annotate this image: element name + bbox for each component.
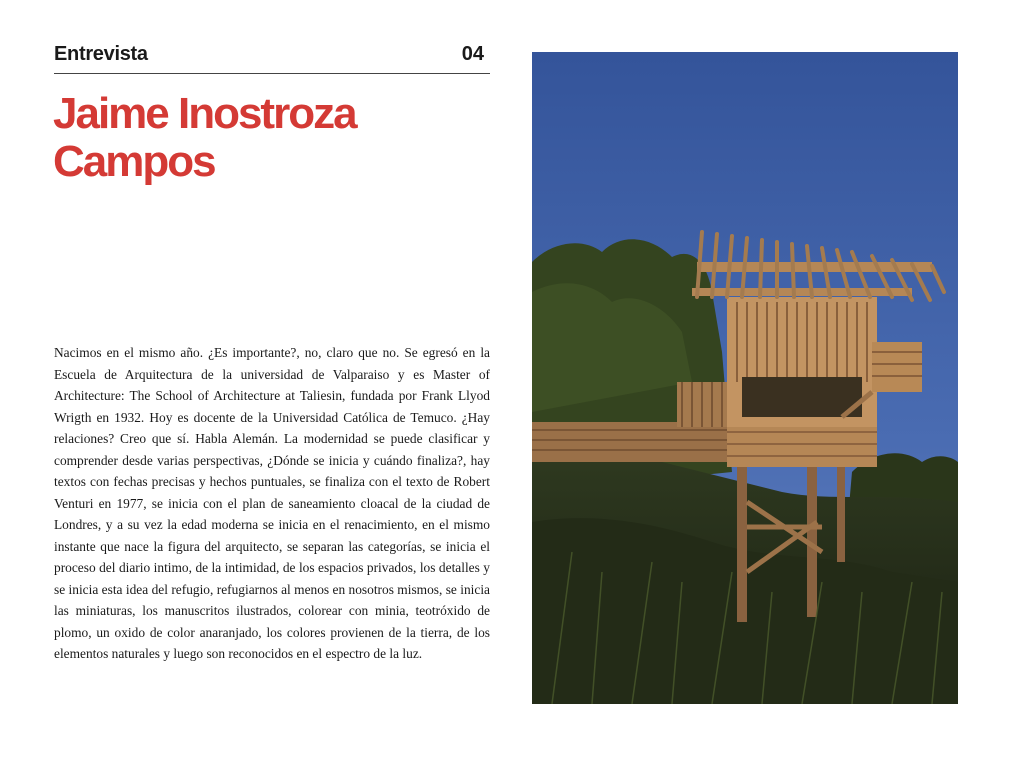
article-header [54,43,490,74]
side-balcony [872,342,922,392]
title-line-1: Jaime Inostroza [53,89,356,138]
page-number: 04 [461,43,484,65]
wooden-tower-photo [532,52,958,704]
section-label: Entrevista [54,43,148,65]
article-body: Nacimos en el mismo año. ¿Es importante?, no, claro que no. Se egresó en la Escuela de Arquitectura de la universidad de Valparaiso y es Master of Architecture: The School of Architecture at Taliesin, fundada por Frank Llyod Wrigth en 1932. Hoy es docente de la Universidad Católica de Temuco. ¿Hay relaciones? Creo que sí. Habla Alemán. La modernidad se puede clasificar y comprender desde varias perspectivas, ¿Dónde se inicia y cuándo finaliza?, hay textos con fechas precisas y hechos puntuales, se finaliza con el texto de Robert Venturi en 1977, se inicia con el plan de saneamiento cloacal de la ciudad de Londres, y a su vez la edad moderna se inicia en el renacimiento, en el mismo instante que nace la figura del arquitecto, se separan las categorías, se inicia el proceso del diario intimo, de la intimidad, de los espacios privados, los detalles y se inicia esta idea del refugio, refugiarnos al menos en nosotros mismos, se inicia las miniaturas, los manuscritos ilustrados, colorear con minia, teotróxido de plomo, un oxido de color anaranjado, los colores provienen de la tierra, de los elementos naturales y luego son reconocidos en el espectro de la luz. [54,345,490,661]
article-title [53,90,493,186]
title-line-2: Campos [53,137,215,186]
walkway [532,422,732,462]
